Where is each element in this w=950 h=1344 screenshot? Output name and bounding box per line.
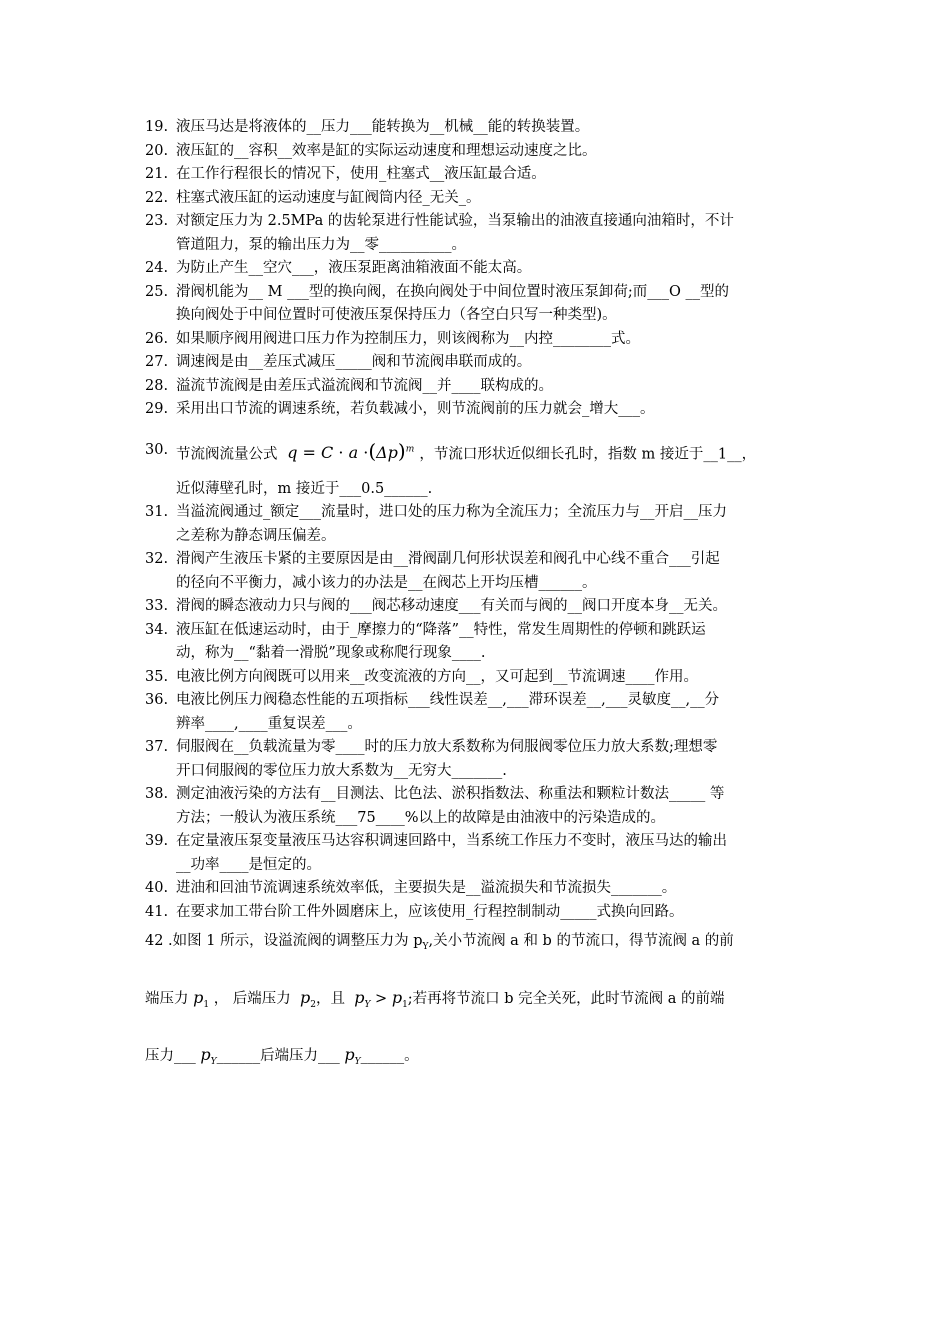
question-item-24: [145, 257, 810, 281]
question-number: 28.: [145, 377, 169, 394]
question-text: [176, 501, 810, 548]
question-text: [176, 901, 810, 925]
question-item-28: [145, 375, 810, 399]
question-item-29: [145, 398, 810, 422]
question-text-line: 在工作行程很长的情况下，使用_柱塞式__液压缸最合适。: [176, 166, 546, 182]
question-number: 35.: [145, 668, 169, 685]
question-text-line: 采用出口节流的调速系统，若负载减小，则节流阀前的压力就会_增大___。: [176, 401, 655, 417]
question-text-line: 当溢流阀通过_额定___流量时，进口处的压力称为全流压力；全流压力与__开启__压力: [176, 504, 727, 521]
question-number: 38.: [145, 786, 169, 803]
question-text: [176, 398, 810, 422]
question-text-line: 滑阀的瞬态液动力只与阀的___阀芯移动速度___有关而与阀的__阀口开度本身__无关。: [176, 598, 727, 615]
question-item-38: [145, 783, 810, 830]
question-item-37: [145, 736, 810, 783]
question-text-line: 开口伺服阀的零位压力放大系数为__无穷大_______.: [176, 762, 507, 779]
question-text: [176, 666, 810, 690]
question-number: 37.: [145, 739, 169, 756]
question-item-20: [145, 140, 810, 164]
question-text-line: 动，称为__“黏着一滑脱”现象或称爬行现象____.: [176, 645, 486, 662]
question-number: 21.: [145, 166, 169, 182]
question-item-30-cont: 近似薄壁孔时，m 接近于___0.5______.: [176, 480, 433, 497]
question-text-line: 为防止产生__空穴___，液压泵距离油箱液面不能太高。: [176, 260, 532, 276]
question-text: [176, 328, 810, 352]
question-text-line: 调速阀是由__差压式减压_____阀和节流阀串联而成的。: [176, 354, 532, 370]
question-number: 41.: [145, 903, 169, 920]
question-text-line: 辨率____,____重复误差___。: [176, 715, 362, 732]
question-number: 40.: [145, 880, 169, 897]
question-text-line: 的径向不平衡力，减小该力的办法是__在阀芯上开均压槽______。: [176, 574, 597, 591]
question-text-line: 进油和回油节流调速系统效率低，主要损失是__溢流损失和节流损失_______。: [176, 880, 677, 897]
question-text: [176, 595, 810, 619]
question-text-line: 管道阻力，泵的输出压力为__零__________。: [176, 236, 466, 253]
question-text-line: 换向阀处于中间位置时可使液压泵保持压力（各空白只写一种类型)。: [176, 307, 617, 323]
question-item-21: [145, 163, 810, 187]
question-number: 22.: [145, 189, 169, 206]
question-number: 20.: [145, 142, 169, 159]
question-text: [176, 187, 810, 211]
question-text-line: 液压缸的__容积__效率是缸的实际运动速度和理想运动速度之比。: [176, 142, 597, 159]
question-item-31: [145, 501, 810, 548]
question-number: 27.: [145, 354, 169, 370]
question-text: 节流阀流量公式 $q = C \cdot a \cdot(\Delta p)^m$ ，节流口形状近似细长孔时，指数 m 接近于__1__，: [176, 438, 757, 463]
question-number: 31.: [145, 504, 169, 521]
question-item-30: [145, 430, 810, 474]
question-number: 29.: [145, 401, 169, 417]
question-text: [176, 783, 810, 830]
question-item-42-line3: 压力___ $p_Y\_\_\_\_\_\_$后端压力___ $p_Y\_\_\_\_\_\_$。: [145, 1044, 419, 1067]
question-item-42-line1: 42 .如图 1 所示，设溢流阀的调整压力为 $p_Y$,关小节流阀 a 和 b 的节流口，得节流阀 a 的前: [145, 933, 734, 953]
question-text: [176, 375, 810, 399]
question-list: [145, 116, 810, 1074]
question-item-41: [145, 901, 810, 925]
question-number: 33.: [145, 598, 169, 615]
question-text: [176, 163, 810, 187]
question-text: [176, 830, 810, 877]
question-text-line: 滑阀产生液压卡紧的主要原因是由__滑阀副几何形状误差和阀孔中心线不重合___引起: [176, 551, 720, 568]
question-text: [176, 210, 810, 257]
question-item-34: [145, 619, 810, 666]
question-text-line: 液压缸在低速运动时，由于_摩擦力的“降落”__特性，常发生周期性的停顿和跳跃运: [176, 621, 706, 638]
flow-formula: $q = C \cdot a \cdot(\Delta p)^m$: [287, 438, 415, 463]
question-text: [176, 689, 810, 736]
question-item-36: [145, 689, 810, 736]
question-text: [176, 281, 810, 328]
question-text-line: 电液比例压力阀稳态性能的五项指标___线性误差__,___滞环误差__,___灵敏度__,__分: [176, 692, 720, 709]
question-item-40: [145, 877, 810, 901]
question-number: 34.: [145, 621, 169, 638]
question-item-22: [145, 187, 810, 211]
question-text: [176, 548, 810, 595]
question-text-line: 柱塞式液压缸的运动速度与缸阀筒内径_无关_。: [176, 189, 481, 206]
question-text-line: 滑阀机能为__ M ___型的换向阀，在换向阀处于中间位置时液压泵卸荷;而___O __型的: [176, 283, 729, 300]
question-number: 19.: [145, 119, 169, 135]
question-number: 23.: [145, 213, 169, 229]
question-item-33: [145, 595, 810, 619]
question-text: [176, 877, 810, 901]
question-text-line: 液压马达是将液体的__压力___能转换为__机械__能的转换装置。: [176, 119, 590, 135]
question-text: [176, 619, 810, 666]
question-number: 36.: [145, 692, 169, 709]
question-number: 30.: [145, 441, 169, 458]
question-text: [176, 140, 810, 164]
question-text: [176, 351, 810, 375]
question-text-line: 伺服阀在__负载流量为零____时的压力放大系数称为伺服阀零位压力放大系数;理想零: [176, 739, 718, 756]
question-text-line: 对额定压力为 2.5MPa 的齿轮泵进行性能试验，当泵输出的油液直接通向油箱时，不计: [176, 213, 734, 229]
question-number: 24.: [145, 260, 169, 276]
question-number: 25.: [145, 283, 169, 300]
question-text: [176, 257, 810, 281]
question-item-23: [145, 210, 810, 257]
question-item-39: [145, 830, 810, 877]
question-item-19: [145, 116, 810, 140]
question-text-line: 在要求加工带台阶工件外圆磨床上，应该使用_行程控制制动_____式换向回路。: [176, 903, 684, 920]
question-text-line: 之差称为静态调压偏差。: [176, 527, 336, 544]
question-text-line: 测定油液污染的方法有__目测法、比色法、淤积指数法、称重法和颗粒计数法_____ 等: [176, 786, 725, 803]
question-text-line: 在定量液压泵变量液压马达容积调速回路中，当系统工作压力不变时，液压马达的输出: [176, 833, 727, 850]
question-item-35: [145, 666, 810, 690]
question-number: 26.: [145, 330, 169, 347]
question-text-line: __功率____是恒定的。: [176, 856, 321, 873]
question-item-42-line2: 端压力 $p_1$ ， 后端压力 $p_2$，且 $p_Y > p_1$;若再将节流口 b 完全关死，此时节流阀 a 的前端: [145, 987, 725, 1010]
question-item-27: [145, 351, 810, 375]
question-text-line: 电液比例方向阀既可以用来__改变流液的方向__，又可起到__节流调速____作用。: [176, 668, 698, 685]
question-item-32: [145, 548, 810, 595]
question-text: [176, 116, 810, 140]
question-number: 39.: [145, 833, 169, 850]
question-text-line: 如果顺序阀用阀进口压力作为控制压力，则该阀称为__内控________式。: [176, 330, 640, 347]
question-text: [176, 736, 810, 783]
question-text-line: 溢流节流阀是由差压式溢流阀和节流阀__并____联构成的。: [176, 377, 553, 394]
question-item-25: [145, 281, 810, 328]
question-item-26: [145, 328, 810, 352]
question-number: 32.: [145, 551, 169, 568]
question-text-line: 方法；一般认为液压系统___75____%以上的故障是由油液中的污染造成的。: [176, 809, 665, 826]
